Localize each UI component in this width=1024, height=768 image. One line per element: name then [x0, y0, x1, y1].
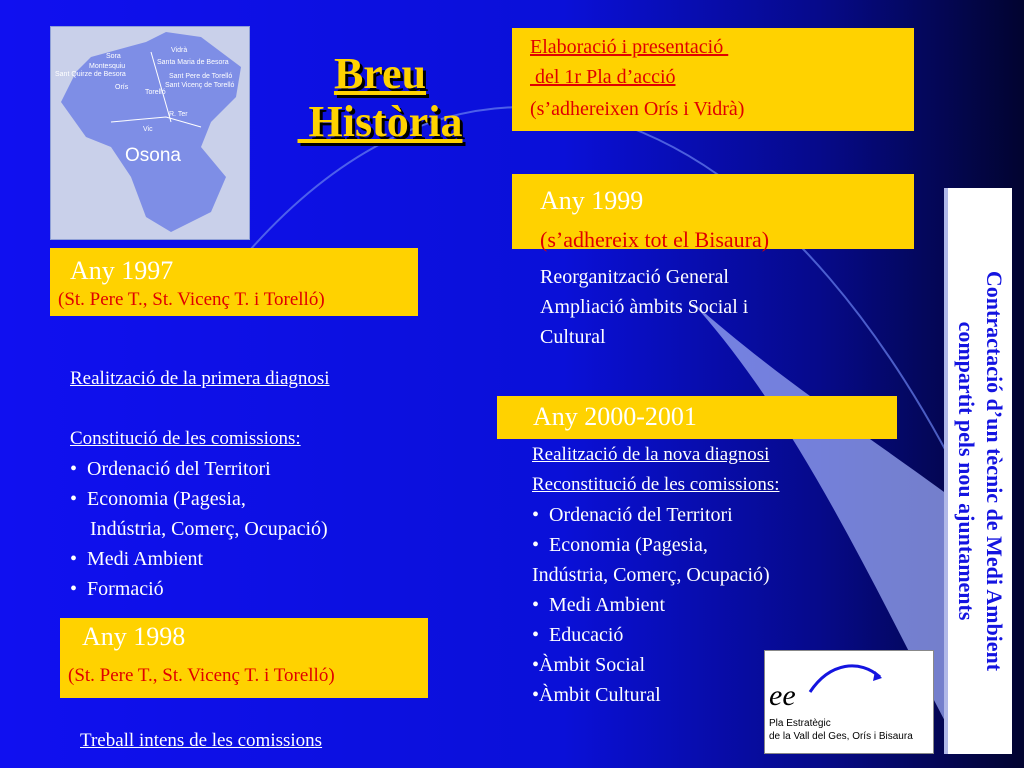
any-1999-sub: (s’adhereix tot el Bisaura) [540, 227, 770, 252]
left-comissio-item: • Formació [70, 578, 164, 600]
map-region-label: Osona [125, 145, 181, 166]
side-line-2: compartit pels nou ajuntaments [954, 321, 979, 621]
logo-text [769, 717, 913, 743]
any-2000-item: Indústria, Comerç, Ocupació) [532, 564, 770, 586]
logo-line-2: de la Vall del Ges, Orís i Bisaura [769, 731, 913, 742]
any-2000-item: • Medi Ambient [532, 594, 666, 616]
left-comissio-item: Indústria, Comerç, Ocupació) [70, 518, 328, 540]
box-plan-line-1: Elaboració i presentació [530, 36, 729, 58]
left-comissio-item: • Medi Ambient [70, 548, 204, 570]
left-comissio-item: • Ordenació del Territori [70, 458, 271, 480]
any-2000-label: Any 2000-2001 [533, 402, 697, 431]
side-contractacio-text [952, 271, 1008, 671]
left-comissions-title: Constitució de les comissions: [70, 428, 301, 449]
map-town-label: Vidrà [171, 47, 188, 54]
any-1998-label: Any 1998 [82, 622, 186, 651]
any-1997-label: Any 1997 [70, 256, 174, 285]
left-comissio-item: • Economia (Pagesia, [70, 488, 246, 510]
any-2000-item: •Àmbit Social [532, 654, 646, 676]
any-1999-item: Reorganització General [540, 266, 729, 288]
any-1999-item: Ampliació àmbits Social i [540, 296, 749, 318]
box-plan-line-3: (s’adhereixen Orís i Vidrà) [530, 98, 745, 120]
any-2000-item: • Economia (Pagesia, [532, 534, 708, 556]
map-town-label: Vic [143, 126, 153, 133]
logo-swoosh-icon [805, 657, 885, 697]
left-comissions-list [70, 454, 328, 604]
any-1999-item: Cultural [540, 326, 606, 348]
map-river-label: R. Ter [169, 111, 188, 118]
left-diagnosi: Realització de la primera diagnosi [70, 368, 330, 389]
box-any-1998 [60, 618, 428, 698]
box-plan-accio [512, 28, 914, 131]
any-1998-sub: (St. Pere T., St. Vicenç T. i Torelló) [68, 665, 335, 686]
side-line-1: Contractació d’un tècnic de Medi Ambient [982, 270, 1007, 672]
box-plan-line-2: del 1r Pla d’acció [530, 66, 676, 88]
map-town-label: Santa Maria de Besora [157, 59, 229, 66]
pla-estrategic-logo [764, 650, 934, 754]
title-line-1: Breu [333, 49, 427, 98]
title-line-2: Història [297, 97, 463, 146]
osona-map [50, 26, 250, 240]
any-1999-label: Any 1999 [540, 186, 644, 215]
map-town-label: Orís [115, 84, 129, 91]
logo-line-1: Pla Estratègic [769, 718, 831, 729]
logo-mark: ee [769, 679, 796, 712]
map-town-label: Sant Pere de Torelló [169, 73, 233, 80]
any-1999-items [540, 262, 920, 352]
page-title [270, 50, 490, 146]
box-any-1997 [50, 248, 418, 316]
any-2000-comissions-list [532, 500, 770, 710]
any-2000-comissions-title: Reconstitució de les comissions: [532, 474, 780, 495]
map-town-label: Sora [106, 53, 121, 60]
any-1997-sub: (St. Pere T., St. Vicenç T. i Torelló) [58, 289, 325, 310]
side-contractacio-box [944, 188, 1012, 754]
any-2000-item: • Ordenació del Territori [532, 504, 733, 526]
map-town-label: Sant Vicenç de Torelló [165, 82, 235, 89]
any-2000-item: •Àmbit Cultural [532, 684, 661, 706]
map-town-label: Montesquiu [89, 63, 126, 70]
any-2000-diagnosi: Realització de la nova diagnosi [532, 444, 770, 465]
box-any-2000 [497, 396, 897, 439]
map-town-label: Torelló [145, 89, 166, 96]
map-town-label: Sant Quirze de Besora [55, 71, 126, 78]
treball-comissions: Treball intens de les comissions [80, 730, 323, 751]
any-2000-item: • Educació [532, 624, 624, 646]
